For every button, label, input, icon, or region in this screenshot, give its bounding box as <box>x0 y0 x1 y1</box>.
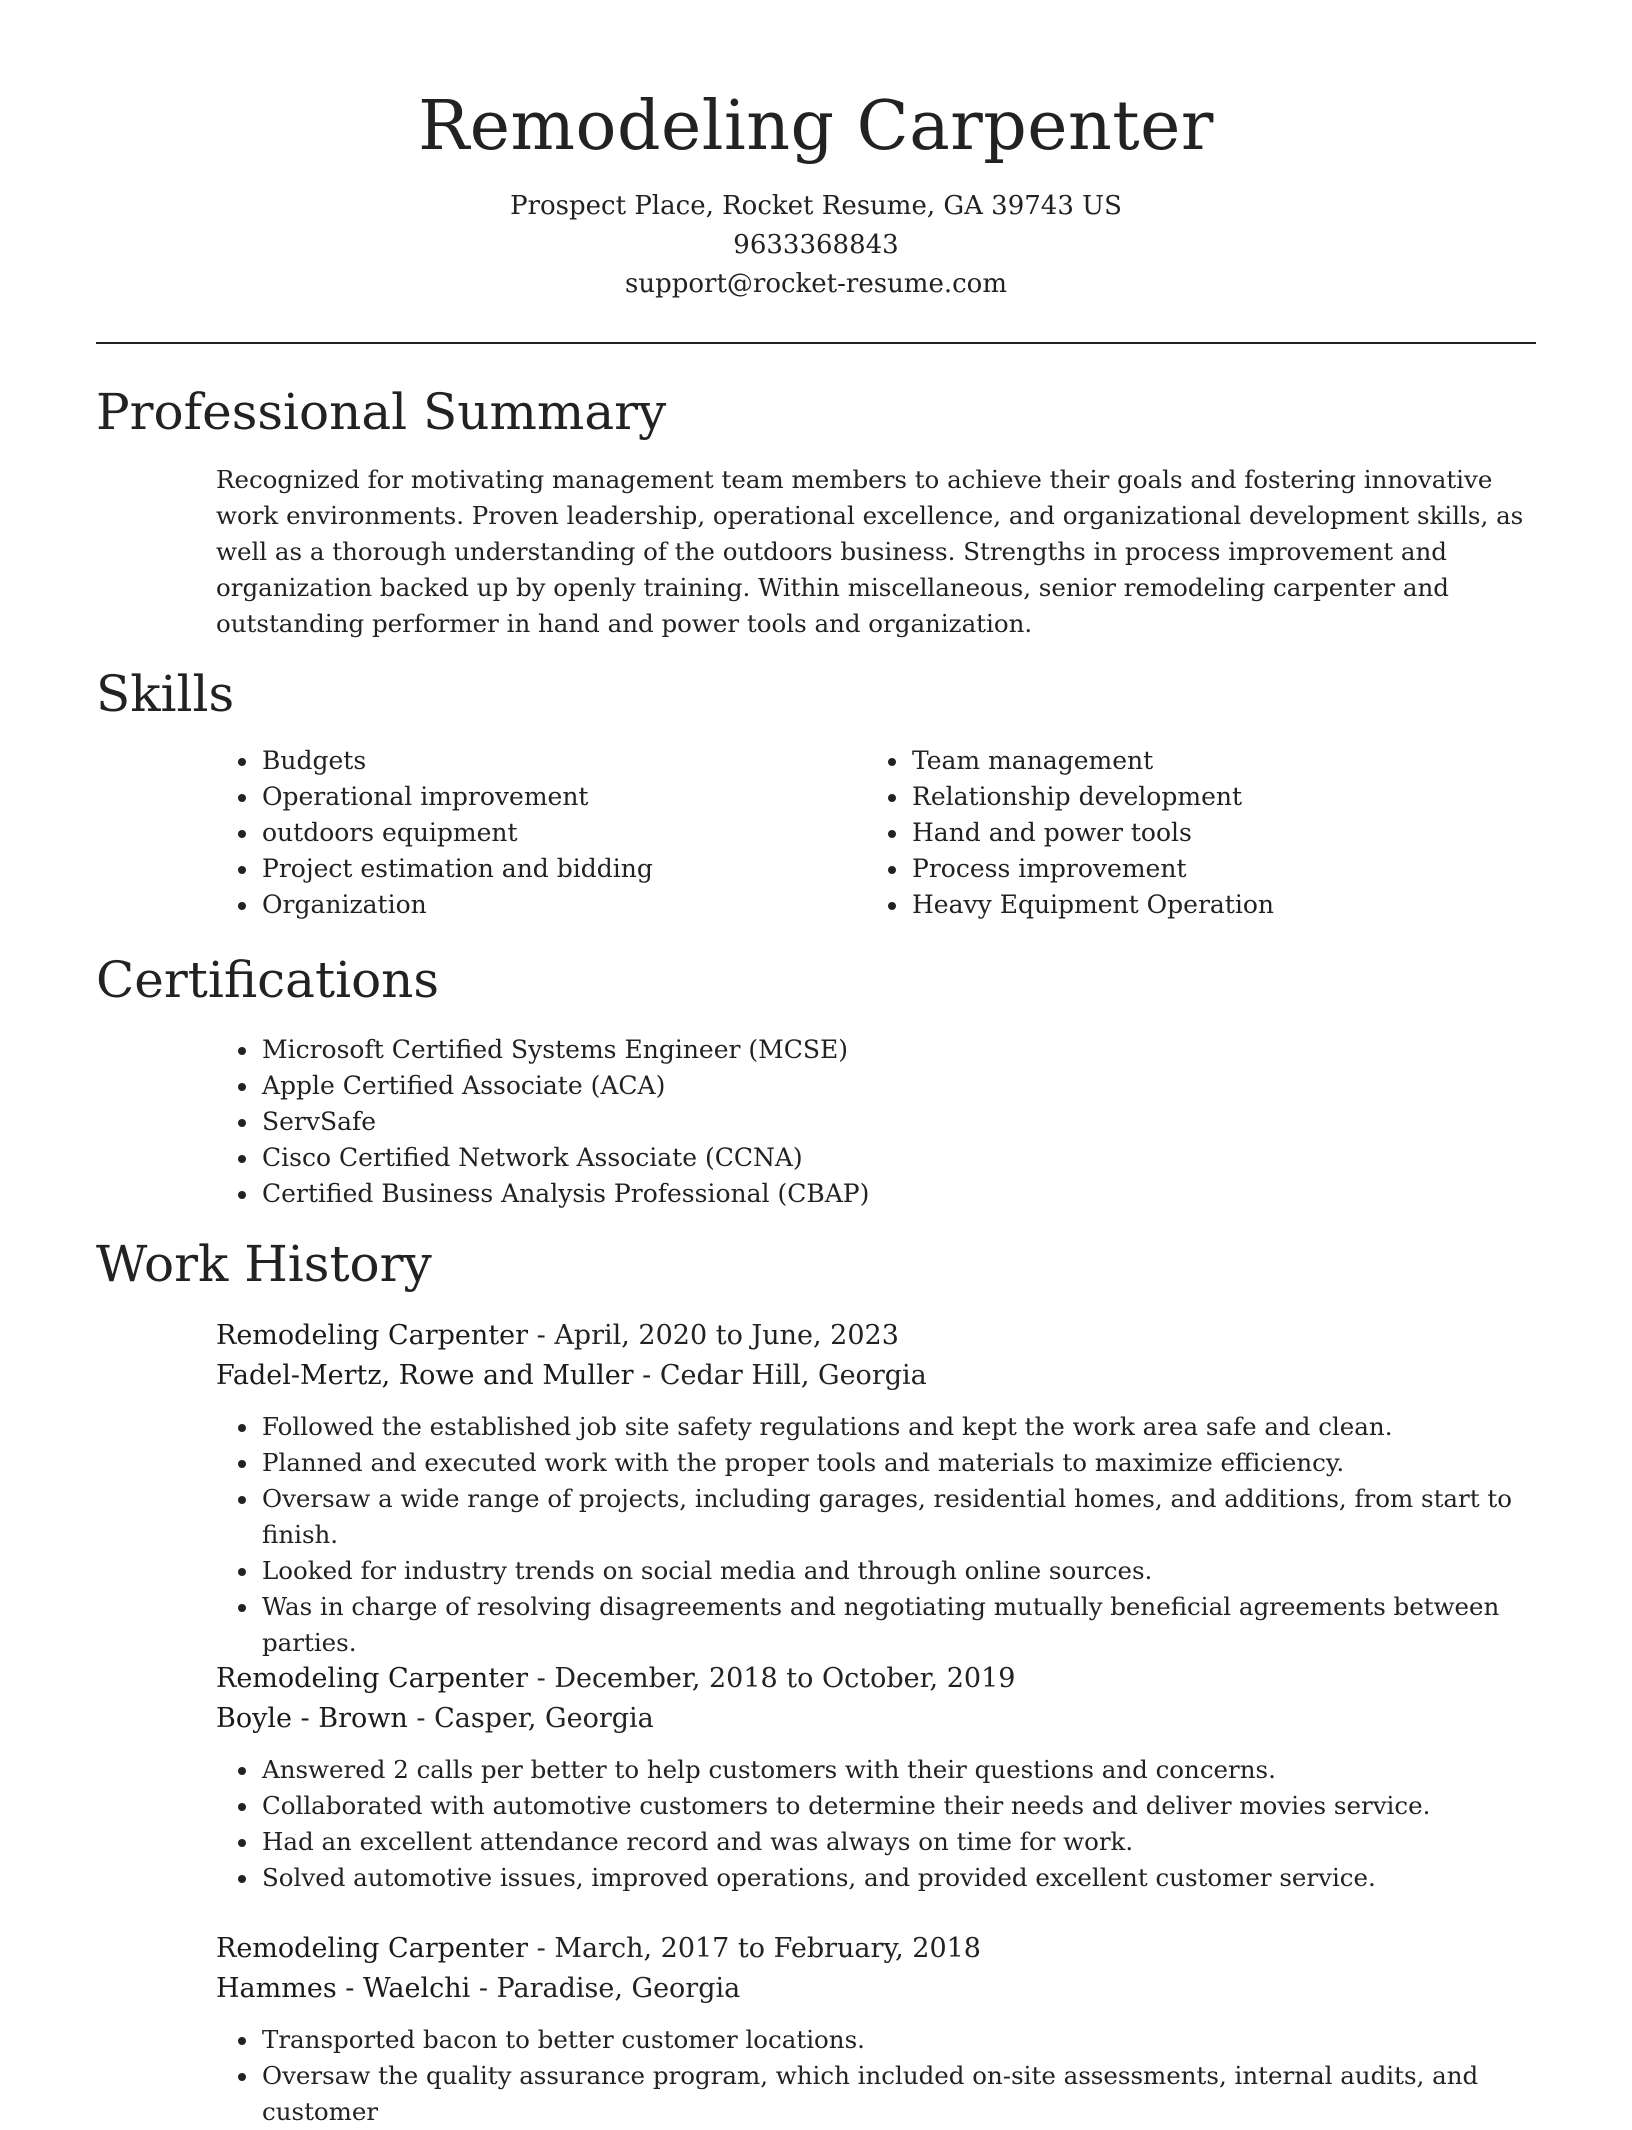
job-location: Casper, Georgia <box>434 1703 654 1734</box>
job-title-line: Remodeling Carpenter - April, 2020 to June, 2023 <box>216 1320 899 1351</box>
candidate-name: Remodeling Carpenter <box>418 87 1214 166</box>
list-item: • Transported bacon to better customer locations. <box>260 2022 1536 2058</box>
job-entry <box>216 1316 1536 1661</box>
work-history-heading: Work History <box>96 1235 432 1293</box>
job-location: Paradise, Georgia <box>496 1973 741 2004</box>
contact-address: Prospect Place, Rocket Resume, GA 39743 US <box>510 191 1122 221</box>
certifications-block <box>216 1032 1536 1212</box>
list-item: • Oversaw a wide range of projects, including garages, residential homes, and additions, from start to finish. <box>260 1481 1536 1553</box>
job-entry <box>216 1659 1536 1896</box>
summary-text: Recognized for motivating management team members to achieve their goals and fostering innovative work environments. Proven leadership, operational excellence, and organizational development skills, as well as a thorough understanding of the outdoors business. Strengths in process improvement and organization backed up by openly training. Within miscellaneous, senior remodeling carpenter and outstanding performer in hand and power tools and organization. <box>216 465 1524 638</box>
list-item: • Process improvement <box>910 851 1506 887</box>
job-title: Remodeling Carpenter <box>216 1663 529 1694</box>
skills-column-right <box>866 743 1506 923</box>
job-duties-list <box>216 1409 1536 1661</box>
list-item: • Project estimation and bidding <box>260 851 856 887</box>
list-item: • Looked for industry trends on social media and through online sources. <box>260 1553 1536 1589</box>
job-title-line: Remodeling Carpenter - March, 2017 to February, 2018 <box>216 1933 981 1964</box>
job-dates: March, 2017 to February, 2018 <box>554 1933 981 1964</box>
resume-header <box>96 82 1536 304</box>
list-item: • Team management <box>910 743 1506 779</box>
job-location: Cedar Hill, Georgia <box>659 1360 927 1391</box>
job-company-line: Hammes - Waelchi - Paradise, Georgia <box>216 1973 741 2004</box>
job-duties-list <box>216 1752 1536 1896</box>
contact-email: support@rocket-resume.com <box>624 269 1007 299</box>
job-company: Hammes - Waelchi <box>216 1973 471 2004</box>
list-item: • Budgets <box>260 743 856 779</box>
job-title: Remodeling Carpenter <box>216 1320 529 1351</box>
list-item: • Organization <box>260 887 856 923</box>
skills-column-left <box>216 743 856 923</box>
list-item: • Followed the established job site safety regulations and kept the work area safe and clean. <box>260 1409 1536 1445</box>
list-item: • Certified Business Analysis Professional (CBAP) <box>260 1176 1536 1212</box>
summary-heading: Professional Summary <box>96 383 667 441</box>
job-entry <box>216 1929 1536 2130</box>
job-title: Remodeling Carpenter <box>216 1933 529 1964</box>
list-item: • Oversaw the quality assurance program, which included on-site assessments, internal audits, and customer <box>260 2058 1536 2130</box>
list-item: • Apple Certified Associate (ACA) <box>260 1068 1536 1104</box>
certifications-list <box>216 1032 1536 1212</box>
list-item: • Was in charge of resolving disagreements and negotiating mutually beneficial agreements between parties. <box>260 1589 1536 1661</box>
list-item: • Cisco Certified Network Associate (CCNA) <box>260 1140 1536 1176</box>
skills-list-right <box>866 743 1506 923</box>
job-title-line: Remodeling Carpenter - December, 2018 to October, 2019 <box>216 1663 1016 1694</box>
skills-heading: Skills <box>96 665 235 723</box>
list-item: • Microsoft Certified Systems Engineer (MCSE) <box>260 1032 1536 1068</box>
job-company-line: Boyle - Brown - Casper, Georgia <box>216 1703 654 1734</box>
list-item: • Planned and executed work with the proper tools and materials to maximize efficiency. <box>260 1445 1536 1481</box>
job-company-line: Fadel-Mertz, Rowe and Muller - Cedar Hill, Georgia <box>216 1360 927 1391</box>
skills-list-left <box>216 743 856 923</box>
list-item: • Solved automotive issues, improved operations, and provided excellent customer service. <box>260 1860 1536 1896</box>
list-item: • Operational improvement <box>260 779 856 815</box>
contact-phone: 9633368843 <box>733 230 899 260</box>
job-company: Fadel-Mertz, Rowe and Muller <box>216 1360 634 1391</box>
job-company: Boyle - Brown <box>216 1703 408 1734</box>
list-item: • ServSafe <box>260 1104 1536 1140</box>
list-item: • Answered 2 calls per better to help customers with their questions and concerns. <box>260 1752 1536 1788</box>
list-item: • Collaborated with automotive customers to determine their needs and deliver movies service. <box>260 1788 1536 1824</box>
job-dates: December, 2018 to October, 2019 <box>554 1663 1016 1694</box>
list-item: • Heavy Equipment Operation <box>910 887 1506 923</box>
job-dates: April, 2020 to June, 2023 <box>554 1320 899 1351</box>
list-item: • outdoors equipment <box>260 815 856 851</box>
certifications-heading: Certifications <box>96 951 440 1009</box>
list-item: • Relationship development <box>910 779 1506 815</box>
list-item: • Had an excellent attendance record and was always on time for work. <box>260 1824 1536 1860</box>
header-divider <box>96 342 1536 344</box>
list-item: • Hand and power tools <box>910 815 1506 851</box>
job-duties-list <box>216 2022 1536 2130</box>
